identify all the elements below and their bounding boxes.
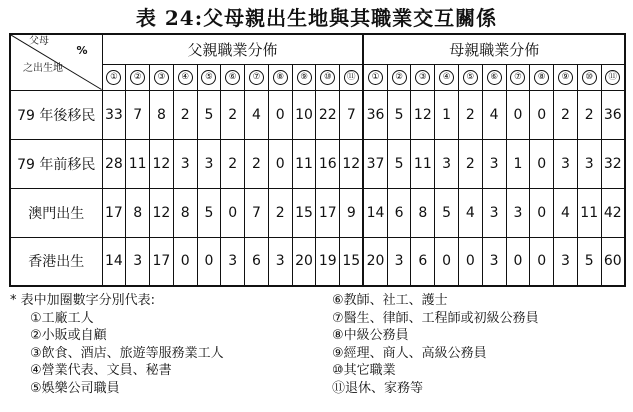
mother-value-cell: 1 [435, 90, 459, 139]
mother-value-cell: 60 [601, 237, 625, 286]
table-row [10, 188, 625, 237]
note-item: ⑨經理、商人、高級公務員 [332, 345, 487, 361]
mother-value-cell: 36 [363, 90, 387, 139]
mother-occupation-number-1 [363, 64, 387, 90]
mother-value-cell: 2 [554, 90, 578, 139]
father-value-cell: 2 [268, 188, 292, 237]
father-occupation-number-5 [197, 64, 221, 90]
father-occupation-number-4 [173, 64, 197, 90]
father-value-cell: 11 [292, 139, 316, 188]
notes-left-list [10, 310, 330, 398]
mother-value-cell: 3 [482, 139, 506, 188]
occupation-number-label: ⑥ [225, 70, 240, 85]
corner-percent-label: % [76, 44, 88, 57]
occupation-number-label: ⑩ [582, 70, 597, 85]
note-item: ⑪退休、家務等 [332, 380, 424, 396]
note-item: ⑤娛樂公司職員 [30, 380, 120, 396]
row-label: 79 年後移民 [10, 90, 102, 139]
occupation-number-label: ③ [154, 70, 169, 85]
occupation-number-label: ⑨ [558, 70, 573, 85]
mother-occupation-number-10 [577, 64, 601, 90]
table-row [10, 139, 625, 188]
father-value-cell: 3 [268, 237, 292, 286]
father-occupation-number-2 [126, 64, 150, 90]
mother-value-cell: 3 [577, 139, 601, 188]
father-value-cell: 22 [316, 90, 340, 139]
mother-value-cell: 37 [363, 139, 387, 188]
father-occupation-number-8 [268, 64, 292, 90]
father-occupation-number-6 [221, 64, 245, 90]
father-value-cell: 3 [197, 139, 221, 188]
father-value-cell: 17 [316, 188, 340, 237]
occupation-number-label: ① [368, 70, 383, 85]
father-value-cell: 2 [221, 90, 245, 139]
mother-occupation-number-6 [482, 64, 506, 90]
father-value-cell: 10 [292, 90, 316, 139]
note-item: ④營業代表、文員、秘書 [30, 363, 172, 378]
father-value-cell: 6 [245, 237, 269, 286]
father-value-cell: 2 [245, 139, 269, 188]
father-value-cell: 12 [150, 139, 174, 188]
mother-value-cell: 3 [554, 237, 578, 286]
mother-value-cell: 5 [577, 237, 601, 286]
occupation-number-label: ⑪ [344, 70, 359, 85]
father-value-cell: 5 [197, 90, 221, 139]
father-occupation-number-3 [150, 64, 174, 90]
corner-header-cell [10, 34, 102, 90]
occupation-number-label: ② [130, 70, 145, 85]
father-value-cell: 0 [221, 188, 245, 237]
mother-value-cell: 0 [458, 237, 482, 286]
mother-value-cell: 0 [506, 237, 530, 286]
mother-occupation-number-8 [530, 64, 554, 90]
mother-occupation-number-3 [411, 64, 435, 90]
mother-occupation-number-11 [601, 64, 625, 90]
mother-occupation-number-5 [458, 64, 482, 90]
father-group-header: 父親職業分佈 [102, 34, 363, 64]
row-label: 澳門出生 [10, 188, 102, 237]
occupation-number-label: ③ [415, 70, 430, 85]
table-row [10, 90, 625, 139]
occupation-number-row [10, 64, 625, 90]
father-value-cell: 3 [221, 237, 245, 286]
mother-value-cell: 6 [387, 188, 411, 237]
mother-value-cell: 5 [387, 90, 411, 139]
mother-value-cell: 3 [482, 188, 506, 237]
note-item: ⑧中級公務員 [332, 328, 409, 343]
mother-value-cell: 8 [411, 188, 435, 237]
mother-occupation-number-9 [554, 64, 578, 90]
father-value-cell: 33 [102, 90, 126, 139]
father-value-cell: 0 [173, 237, 197, 286]
father-occupation-number-7 [245, 64, 269, 90]
occupation-number-label: ⑧ [273, 70, 288, 85]
mother-value-cell: 20 [363, 237, 387, 286]
note-item: ⑩其它職業 [332, 363, 396, 378]
occupation-number-label: ② [392, 70, 407, 85]
occupation-number-label: ⑤ [463, 70, 478, 85]
mother-value-cell: 11 [411, 139, 435, 188]
father-value-cell: 16 [316, 139, 340, 188]
occupation-number-label: ⑤ [201, 70, 216, 85]
occupation-number-label: ⑦ [249, 70, 264, 85]
father-value-cell: 5 [197, 188, 221, 237]
mother-value-cell: 42 [601, 188, 625, 237]
mother-value-cell: 32 [601, 139, 625, 188]
table-row [10, 237, 625, 286]
mother-occupation-number-2 [387, 64, 411, 90]
mother-value-cell: 5 [387, 139, 411, 188]
mother-group-header: 母親職業分佈 [363, 34, 625, 64]
father-value-cell: 8 [126, 188, 150, 237]
father-value-cell: 8 [150, 90, 174, 139]
father-occupation-number-9 [292, 64, 316, 90]
father-value-cell: 15 [340, 237, 364, 286]
mother-value-cell: 5 [435, 188, 459, 237]
mother-value-cell: 0 [530, 139, 554, 188]
mother-value-cell: 1 [506, 139, 530, 188]
mother-value-cell: 6 [411, 237, 435, 286]
father-value-cell: 3 [126, 237, 150, 286]
father-value-cell: 2 [173, 90, 197, 139]
father-value-cell: 17 [150, 237, 174, 286]
father-value-cell: 17 [102, 188, 126, 237]
mother-value-cell: 0 [530, 188, 554, 237]
father-value-cell: 11 [126, 139, 150, 188]
mother-value-cell: 4 [458, 188, 482, 237]
corner-birthplace-label: 之出生地 [23, 63, 63, 74]
occupation-number-label: ⑨ [297, 70, 312, 85]
occupation-number-label: ⑥ [487, 70, 502, 85]
mother-value-cell: 11 [577, 188, 601, 237]
mother-value-cell: 14 [363, 188, 387, 237]
father-value-cell: 7 [340, 90, 364, 139]
notes-right-column [332, 292, 632, 397]
father-value-cell: 15 [292, 188, 316, 237]
father-value-cell: 3 [173, 139, 197, 188]
row-label: 79 年前移民 [10, 139, 102, 188]
father-value-cell: 12 [150, 188, 174, 237]
mother-value-cell: 2 [458, 90, 482, 139]
notes-intro: * 表中加圈數字分別代表: [10, 293, 156, 308]
father-value-cell: 8 [173, 188, 197, 237]
occupation-number-label: ⑩ [320, 70, 335, 85]
mother-value-cell: 2 [458, 139, 482, 188]
father-value-cell: 14 [102, 237, 126, 286]
mother-value-cell: 12 [411, 90, 435, 139]
mother-value-cell: 4 [554, 188, 578, 237]
note-item: ③飲食、酒店、旅遊等服務業工人 [30, 345, 224, 361]
notes-left-column [10, 292, 330, 397]
mother-value-cell: 3 [482, 237, 506, 286]
mother-occupation-number-7 [506, 64, 530, 90]
father-occupation-number-11 [340, 64, 364, 90]
occupation-number-label: ④ [178, 70, 193, 85]
note-item: ①工廠工人 [30, 310, 94, 326]
occupation-number-label: ⑪ [605, 70, 620, 85]
occupation-number-label: ① [106, 70, 121, 85]
corner-parent-label: 父母 [29, 36, 49, 47]
occupation-table [9, 33, 626, 287]
data-body [10, 90, 625, 286]
father-occupation-number-1 [102, 64, 126, 90]
mother-occupation-number-4 [435, 64, 459, 90]
mother-value-cell: 0 [506, 90, 530, 139]
father-value-cell: 20 [292, 237, 316, 286]
father-occupation-number-10 [316, 64, 340, 90]
father-value-cell: 4 [245, 90, 269, 139]
father-value-cell: 19 [316, 237, 340, 286]
note-item: ⑥教師、社工、護士 [332, 293, 448, 308]
mother-value-cell: 3 [554, 139, 578, 188]
occupation-number-label: ④ [439, 70, 454, 85]
table-title: 表 24:父母親出生地與其職業交互關係 [135, 6, 498, 30]
row-label: 香港出生 [10, 237, 102, 286]
father-value-cell: 7 [126, 90, 150, 139]
father-value-cell: 7 [245, 188, 269, 237]
father-value-cell: 2 [221, 139, 245, 188]
mother-value-cell: 3 [506, 188, 530, 237]
mother-value-cell: 4 [482, 90, 506, 139]
mother-value-cell: 0 [530, 237, 554, 286]
father-value-cell: 12 [340, 139, 364, 188]
mother-value-cell: 0 [435, 237, 459, 286]
father-value-cell: 0 [268, 90, 292, 139]
group-header-row [10, 34, 625, 64]
occupation-number-label: ⑧ [534, 70, 549, 85]
note-item: ⑦醫生、律師、工程師或初級公務員 [332, 310, 539, 326]
occupation-number-label: ⑦ [510, 70, 525, 85]
father-value-cell: 28 [102, 139, 126, 188]
father-value-cell: 0 [268, 139, 292, 188]
mother-value-cell: 2 [577, 90, 601, 139]
note-item: ②小販或自顧 [30, 328, 107, 343]
mother-value-cell: 0 [530, 90, 554, 139]
mother-value-cell: 3 [435, 139, 459, 188]
mother-value-cell: 36 [601, 90, 625, 139]
father-value-cell: 0 [197, 237, 221, 286]
mother-value-cell: 3 [387, 237, 411, 286]
father-value-cell: 9 [340, 188, 364, 237]
